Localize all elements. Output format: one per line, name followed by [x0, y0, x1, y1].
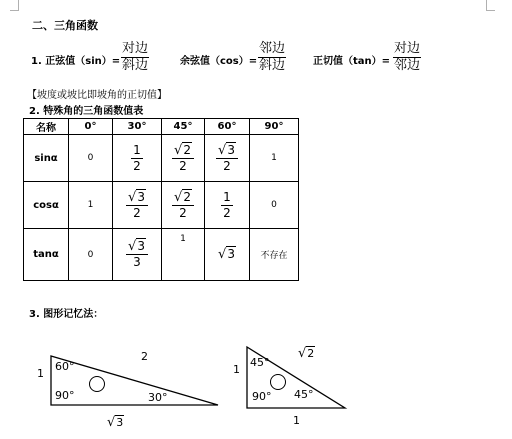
triangle-1-side-bottom: √3	[107, 415, 124, 430]
tan-0: 0	[69, 229, 113, 281]
cos-0: 1	[69, 182, 113, 229]
cos-30: $\frac{√3}{2}$	[113, 182, 162, 229]
triangle-2-angle-top: 45°	[250, 356, 270, 369]
tan-30: $\frac{√3}{3}$	[113, 229, 162, 281]
sin-definition-label: 1. 正弦值（sin）=	[31, 56, 121, 67]
triangle-2-angle-right: 45°	[294, 388, 314, 401]
tan-numerator: 对边	[394, 41, 421, 56]
row-name-sin: sinα	[24, 135, 69, 182]
cos-45: $\frac{√2}{2}$	[162, 182, 205, 229]
header-name: 名称	[24, 119, 69, 135]
sin-60: $\frac{√3}{2}$	[205, 135, 250, 182]
cos-90: 0	[250, 182, 299, 229]
memory-title: 3. 图形记忆法：	[29, 309, 104, 320]
sin-denominator: 斜边	[122, 58, 149, 73]
sin-90: 1	[250, 135, 299, 182]
triangle-1-angle-top: 60°	[55, 360, 75, 373]
triangle-30-60-90	[51, 356, 218, 405]
slope-note: 【坡度或坡比即坡角的正切值】	[27, 90, 167, 101]
triangle-1-angle-right: 30°	[148, 391, 168, 404]
header-0deg: 0°	[69, 119, 113, 135]
triangle-1-angle-corner: 90°	[55, 389, 75, 402]
tan-denominator: 邻边	[394, 58, 421, 73]
tan-60: √3	[205, 229, 250, 281]
sin-numerator: 对边	[122, 41, 149, 56]
table-title: 2. 特殊角的三角函数值表	[29, 106, 144, 117]
header-30deg: 30°	[113, 119, 162, 135]
header-90deg: 90°	[250, 119, 299, 135]
tan-45-value: 1	[180, 234, 186, 244]
header-45deg: 45°	[162, 119, 205, 135]
cos-60: $\frac{1}{2}$	[205, 182, 250, 229]
triangle-1-side-left: 1	[37, 367, 44, 380]
triangle-2-circle	[271, 375, 286, 390]
row-name-tan: tanα	[24, 229, 69, 281]
sin-0: 0	[69, 135, 113, 182]
triangle-1-circle	[90, 377, 105, 392]
tan-90: 不存在	[250, 229, 299, 281]
triangle-2-side-bottom: 1	[293, 414, 300, 427]
triangle-2-angle-corner: 90°	[252, 390, 272, 403]
triangle-2-side-left: 1	[233, 363, 240, 376]
cos-numerator: 邻边	[259, 41, 286, 56]
sin-30: $\frac{1}{2}$	[113, 135, 162, 182]
triangle-1-shape	[51, 356, 218, 405]
sin-45: $\frac{√2}{2}$	[162, 135, 205, 182]
triangle-2-side-hypotenuse: √2	[298, 346, 315, 361]
cos-denominator: 斜边	[259, 58, 286, 73]
header-60deg: 60°	[205, 119, 250, 135]
row-name-cos: cosα	[24, 182, 69, 229]
triangle-1-side-hypotenuse: 2	[141, 350, 148, 363]
tan-definition-label: 正切值（tan）=	[313, 56, 391, 67]
section-title: 二、三角函数	[32, 19, 98, 32]
cos-definition-label: 余弦值（cos）=	[180, 56, 258, 67]
